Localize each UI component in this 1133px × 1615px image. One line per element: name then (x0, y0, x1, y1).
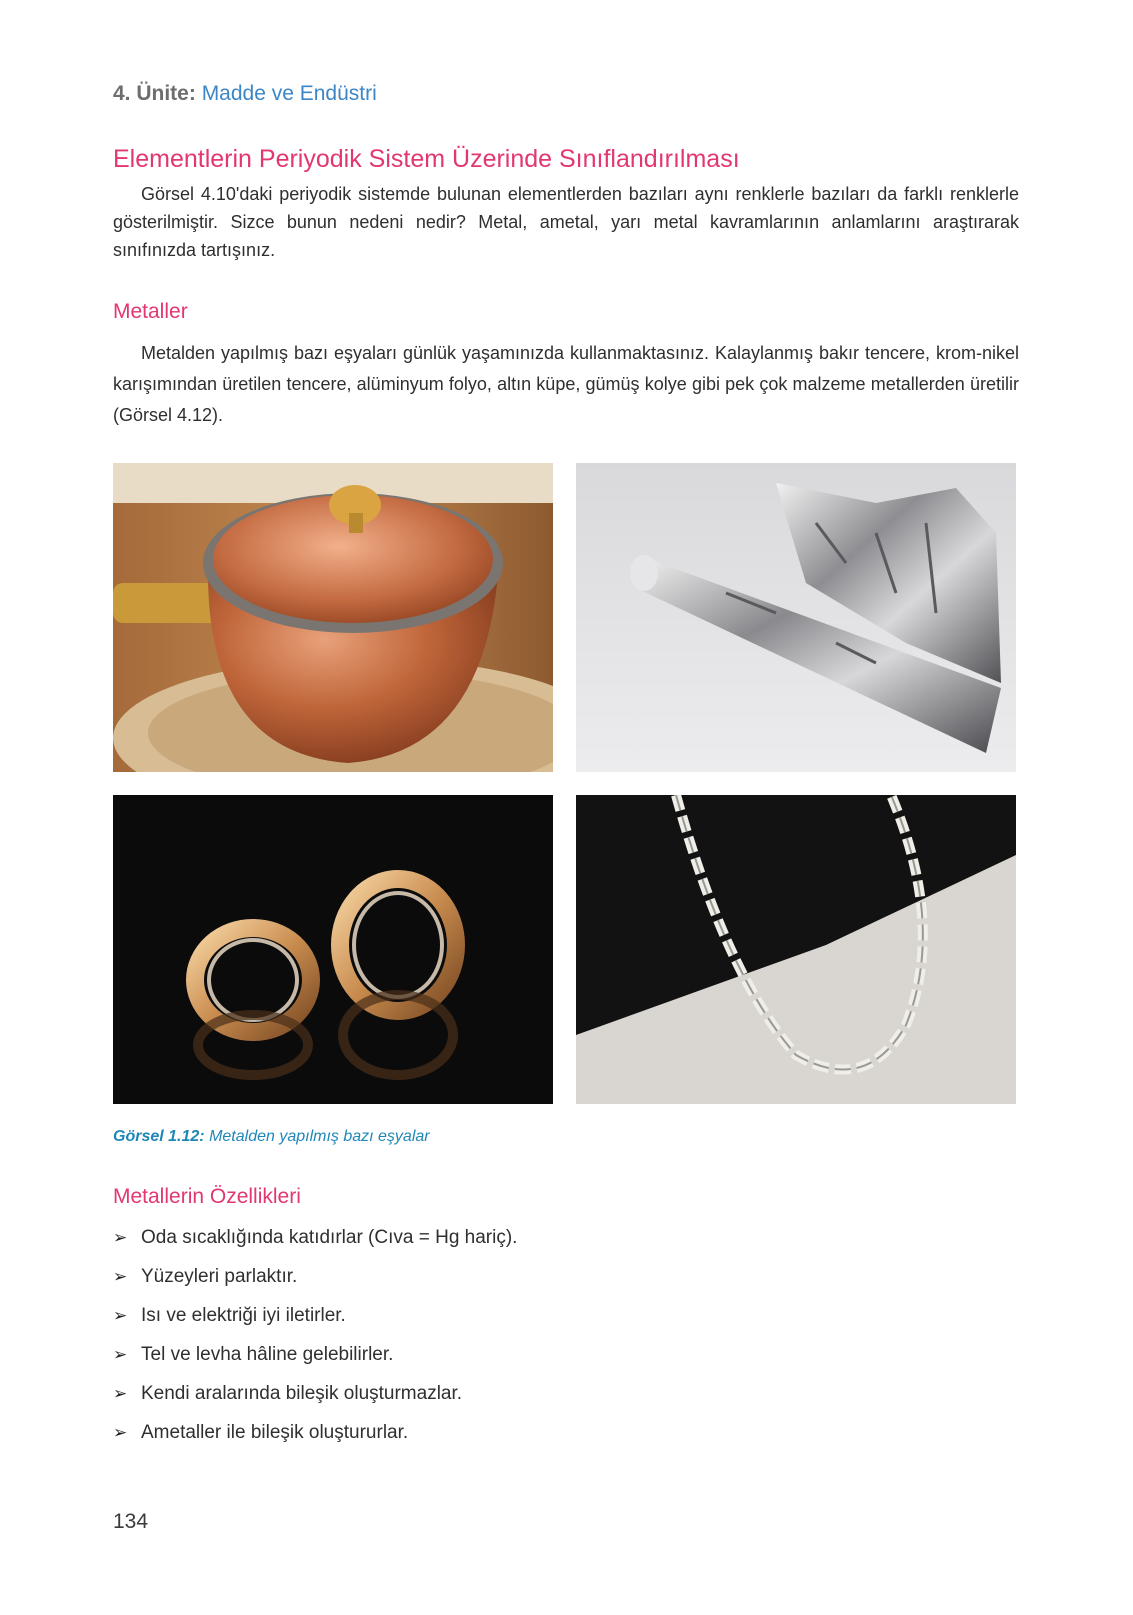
copper-pot-photo (113, 463, 553, 772)
list-item: ➢ Yüzeyleri parlaktır. (113, 1266, 298, 1287)
arrow-bullet-icon: ➢ (113, 1267, 128, 1286)
arrow-bullet-icon: ➢ (113, 1228, 128, 1247)
section-paragraph: Görsel 4.10'daki periyodik sistemde bulunan elementlerden bazıları aynı renklerle bazıları da farklı renklerle gösterilmiştir. Sizce bunun nedeni nedir? Metal, ametal, yarı metal kavramlarının anlamlarını araştırarak sınıfınızda tartışınız. (113, 184, 1019, 260)
aluminium-foil-photo (576, 463, 1016, 772)
list-item: ➢ Kendi aralarında bileşik oluşturmazlar. (113, 1383, 463, 1404)
properties-heading: Metallerin Özellikleri (113, 1185, 301, 1208)
caption-text: Metalden yapılmış bazı eşyalar (209, 1128, 430, 1145)
list-item: ➢ Isı ve elektriği iyi iletirler. (113, 1305, 346, 1326)
list-item: ➢ Tel ve levha hâline gelebilirler. (113, 1344, 394, 1365)
arrow-bullet-icon: ➢ (113, 1423, 128, 1442)
page-number: 134 (113, 1510, 149, 1533)
unit-number: 4. Ünite: (113, 82, 196, 105)
metals-heading: Metaller (113, 300, 188, 323)
arrow-bullet-icon: ➢ (113, 1306, 128, 1325)
figure-caption (113, 1128, 430, 1146)
list-item: ➢ Ametaller ile bileşik oluştururlar. (113, 1422, 409, 1443)
unit-header (113, 80, 377, 108)
arrow-bullet-icon: ➢ (113, 1345, 128, 1364)
properties-list (113, 1226, 517, 1460)
arrow-bullet-icon: ➢ (113, 1384, 128, 1403)
silver-necklace-photo (576, 795, 1016, 1104)
list-item: ➢ Oda sıcaklığında katıdırlar (Cıva = Hg hariç). (113, 1227, 518, 1248)
unit-title: Madde ve Endüstri (201, 82, 377, 105)
metals-paragraph: Metalden yapılmış bazı eşyaları günlük yaşamınızda kullanmaktasınız. Kalaylanmış bakır tencere, krom-nikel karışımından üretilen tencere, alüminyum folyo, altın küpe, gümüş kolye gibi pek çok malzeme metallerden üretilir (Görsel 4.12). (113, 343, 1019, 425)
gold-earrings-photo (113, 795, 553, 1104)
caption-label: Görsel 1.12: (113, 1128, 205, 1145)
section-heading: Elementlerin Periyodik Sistem Üzerinde Sınıflandırılması (113, 145, 740, 173)
